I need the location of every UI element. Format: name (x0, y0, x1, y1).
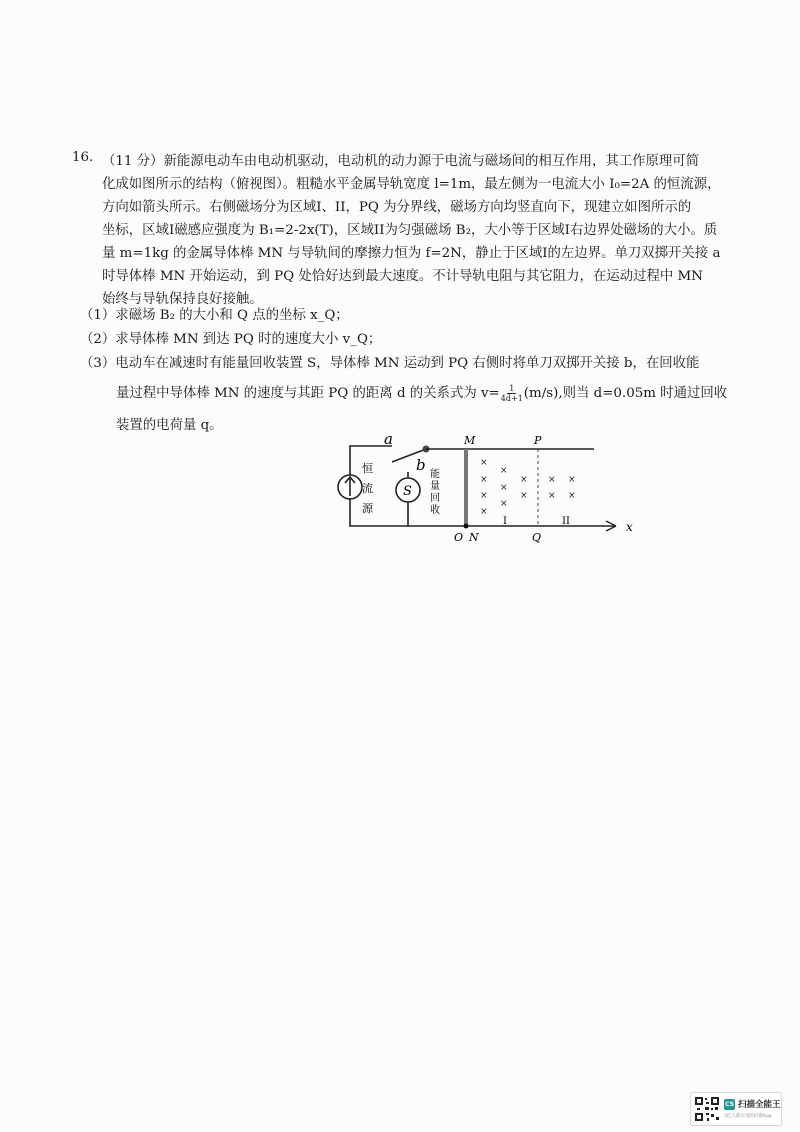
field-region-2-crosses (548, 475, 576, 501)
field-cross: × (480, 475, 488, 485)
rail-diagram (320, 432, 650, 552)
recovery-char-3: 回 (430, 493, 440, 504)
recovery-char-2: 量 (430, 481, 440, 492)
switch-label-b: b (416, 456, 426, 474)
field-cross: × (500, 466, 508, 476)
sub-question-1: （1）求磁场 B₂ 的大小和 Q 点的坐标 x_Q； (80, 308, 349, 323)
question-line-5: 量 m=1kg 的金属导体棒 MN 与导轨间的摩擦力恒为 f=2N，静止于区域I的左边界。单刀双掷开关接 a (102, 246, 721, 261)
fraction-denominator: 4d+1 (500, 394, 523, 403)
label-M: M (464, 434, 476, 447)
brand-name: 扫描全能王 (738, 1100, 781, 1110)
label-O: O (454, 531, 464, 544)
question-body (102, 150, 720, 311)
question-line-4: 坐标，区域I磁感应强度为 B₁=2-2x(T)，区域II为匀强磁场 B₂，大小等于区域I右边界处磁场的大小。质 (102, 223, 718, 238)
brand-tagline: 3亿人都在用的扫描App (724, 1114, 772, 1119)
label-region-2: II (562, 516, 570, 527)
qr-code-icon (694, 1096, 720, 1122)
velocity-fraction (501, 384, 523, 403)
fraction-numerator: 1 (509, 384, 515, 393)
scanner-watermark (690, 1092, 782, 1126)
sub3-text-post: (m/s),则当 d=0.05m 时通过回收 (523, 386, 728, 401)
source-char-3: 源 (362, 502, 373, 515)
sub-question-3-line-1: （3）电动车在减速时有能量回收装置 S，导体棒 MN 运动到 PQ 右侧时将单刀双掷开关接 b，在回收能 (80, 356, 700, 371)
switch-label-a: a (384, 432, 393, 448)
recovery-char-4: 收 (430, 505, 440, 516)
question-text: 新能源电动车由电动机驱动，电动机的动力源于电流与磁场间的相互作用，其工作原理可简 (163, 154, 700, 169)
conductor-rod-MN (464, 449, 468, 526)
field-cross: × (520, 475, 528, 485)
source-char-2: 流 (362, 482, 373, 495)
label-N: N (469, 531, 479, 544)
field-cross: × (500, 499, 508, 509)
field-cross: × (568, 491, 576, 501)
sub3-text-pre: 量过程中导体棒 MN 的速度与其距 PQ 的距离 d 的关系式为 v= (116, 386, 500, 401)
label-P: P (534, 434, 542, 447)
question-line-6: 时导体棒 MN 开始运动，到 PQ 处恰好达到最大速度。不计导轨电阻与其它阻力，在运动过程中 MN (102, 269, 703, 284)
question-score: （11 分） (102, 154, 164, 169)
question-number: 16. (72, 150, 94, 165)
field-cross: × (568, 475, 576, 485)
recovery-char-1: 能 (430, 469, 440, 480)
field-cross: × (548, 475, 556, 485)
question-line-1 (102, 150, 720, 173)
field-cross: × (500, 483, 508, 493)
label-Q: Q (532, 531, 542, 544)
origin-point (464, 524, 469, 529)
field-region-1-crosses (480, 458, 528, 517)
sub-question-3-line-2 (116, 382, 727, 403)
field-cross: × (480, 507, 488, 517)
sub-question-3-line-3: 装置的电荷量 q。 (116, 418, 223, 433)
label-region-1: I (503, 516, 507, 527)
label-x: x (626, 520, 633, 534)
field-cross: × (480, 458, 488, 468)
source-char-1: 恒 (362, 462, 373, 475)
field-cross: × (480, 491, 488, 501)
question-line-7: 始终与导轨保持良好接触。 (102, 292, 263, 307)
recovery-label-S: S (403, 484, 412, 499)
question-line-2: 化成如图所示的结构（俯视图）。粗糙水平金属导轨宽度 l=1m，最左侧为一电流大小 I₀=2A 的恒流源， (102, 177, 721, 192)
question-line-3: 方向如箭头所示。右侧磁场分为区域I、II，PQ 为分界线，磁场方向均竖直向下，现建立如图所示的 (102, 200, 692, 215)
field-cross: × (520, 491, 528, 501)
cs-logo: CS (725, 1101, 734, 1108)
sub-question-2: （2）求导体棒 MN 到达 PQ 时的速度大小 v_Q； (80, 332, 382, 347)
field-cross: × (548, 491, 556, 501)
